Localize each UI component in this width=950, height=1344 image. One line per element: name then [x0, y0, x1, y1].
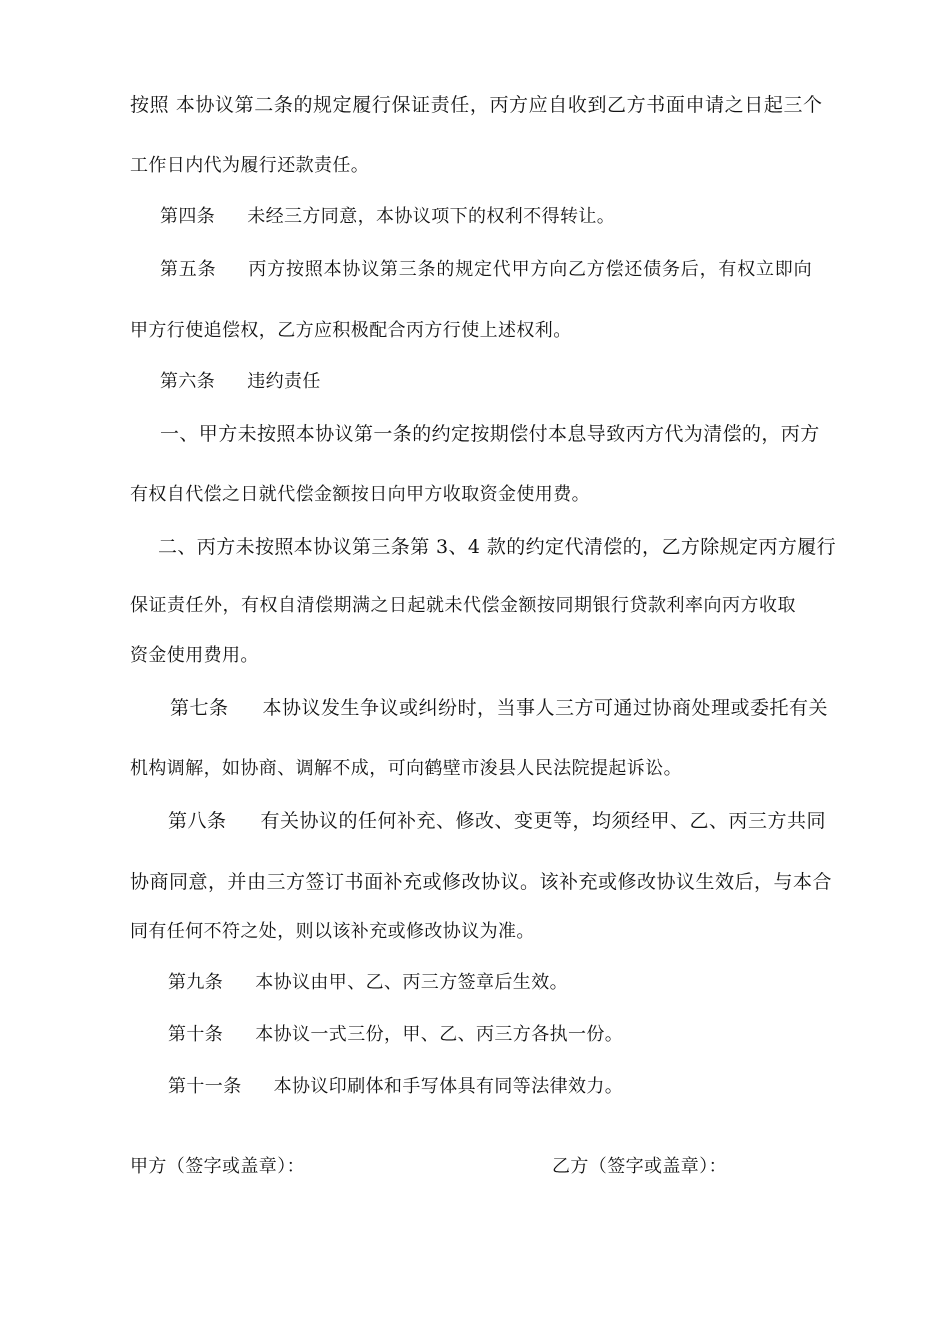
article-label: 第八条 [168, 810, 227, 832]
line-text: 有权自代偿之日就代偿金额按日向甲方收取资金使用费。 [130, 484, 590, 505]
article-label: 第九条 [168, 972, 224, 993]
line-text: 违约责任 [247, 371, 321, 392]
line-text: 甲方行使追偿权，乙方应积极配合丙方行使上述权利。 [130, 320, 572, 341]
line-text: 本协议印刷体和手写体具有同等法律效力。 [273, 1076, 624, 1097]
signature-label: 甲方（签字或盖章）： [130, 1156, 305, 1177]
article-6 [160, 371, 321, 393]
signature-party-a [130, 1156, 305, 1178]
article-9 [168, 972, 568, 994]
line-text: 机构调解，如协商、调解不成，可向鹤壁市浚县人民法院提起诉讼。 [130, 758, 682, 779]
line-text: 资金使用费用。 [130, 645, 259, 666]
line-text: 未经三方同意，本协议项下的权利不得转让。 [247, 206, 616, 227]
paragraph-line [130, 155, 369, 177]
line-text: 本协议由甲、乙、丙三方签章后生效。 [255, 972, 569, 993]
article-7 [170, 697, 828, 719]
paragraph-line [130, 94, 823, 116]
article-label: 第六条 [160, 371, 216, 392]
paragraph-line [158, 536, 836, 558]
line-text: 有关协议的任何补充、修改、变更等，均须经甲、乙、丙三方共同 [260, 810, 827, 832]
paragraph-line [130, 871, 832, 893]
article-label: 第七条 [170, 697, 229, 719]
paragraph-line [130, 921, 535, 943]
line-text: 按照 本协议第二条的规定履行保证责任，丙方应自收到乙方书面申请之日起三个 [130, 94, 823, 116]
line-text: 协商同意，并由三方签订书面补充或修改协议。该补充或修改协议生效后，与本合 [130, 871, 833, 893]
line-text: 本协议一式三份，甲、乙、丙三方各执一份。 [255, 1024, 624, 1045]
signature-party-b [552, 1156, 727, 1178]
line-text: 二、丙方未按照本协议第三条第 3、4 款的约定代清偿的，乙方除规定丙方履行 [158, 536, 837, 558]
article-8 [168, 810, 826, 832]
line-text: 同有任何不符之处，则以该补充或修改协议为准。 [130, 921, 535, 942]
article-label: 第十条 [168, 1024, 224, 1045]
paragraph-line [130, 484, 590, 506]
line-text: 保证责任外，有权自清偿期满之日起就未代偿金额按同期银行贷款利率向丙方收取 [130, 595, 796, 616]
paragraph-line [130, 320, 572, 342]
article-5 [160, 259, 812, 281]
article-10 [168, 1024, 623, 1046]
article-label: 第十一条 [168, 1076, 242, 1097]
signature-label: 乙方（签字或盖章）： [552, 1156, 727, 1177]
line-text: 本协议发生争议或纠纷时，当事人三方可通过协商处理或委托有关 [262, 697, 829, 719]
paragraph-line [130, 595, 796, 617]
paragraph-line [160, 423, 820, 445]
article-11 [168, 1076, 623, 1098]
line-text: 工作日内代为履行还款责任。 [130, 155, 370, 176]
article-label: 第五条 [160, 259, 217, 280]
article-4 [160, 206, 615, 228]
paragraph-line [130, 758, 682, 780]
article-label: 第四条 [160, 206, 216, 227]
line-text: 一、甲方未按照本协议第一条的约定按期偿付本息导致丙方代为清偿的，丙方 [160, 423, 820, 445]
line-text: 丙方按照本协议第三条的规定代甲方向乙方偿还债务后，有权立即向 [248, 259, 813, 280]
paragraph-line [130, 645, 259, 667]
